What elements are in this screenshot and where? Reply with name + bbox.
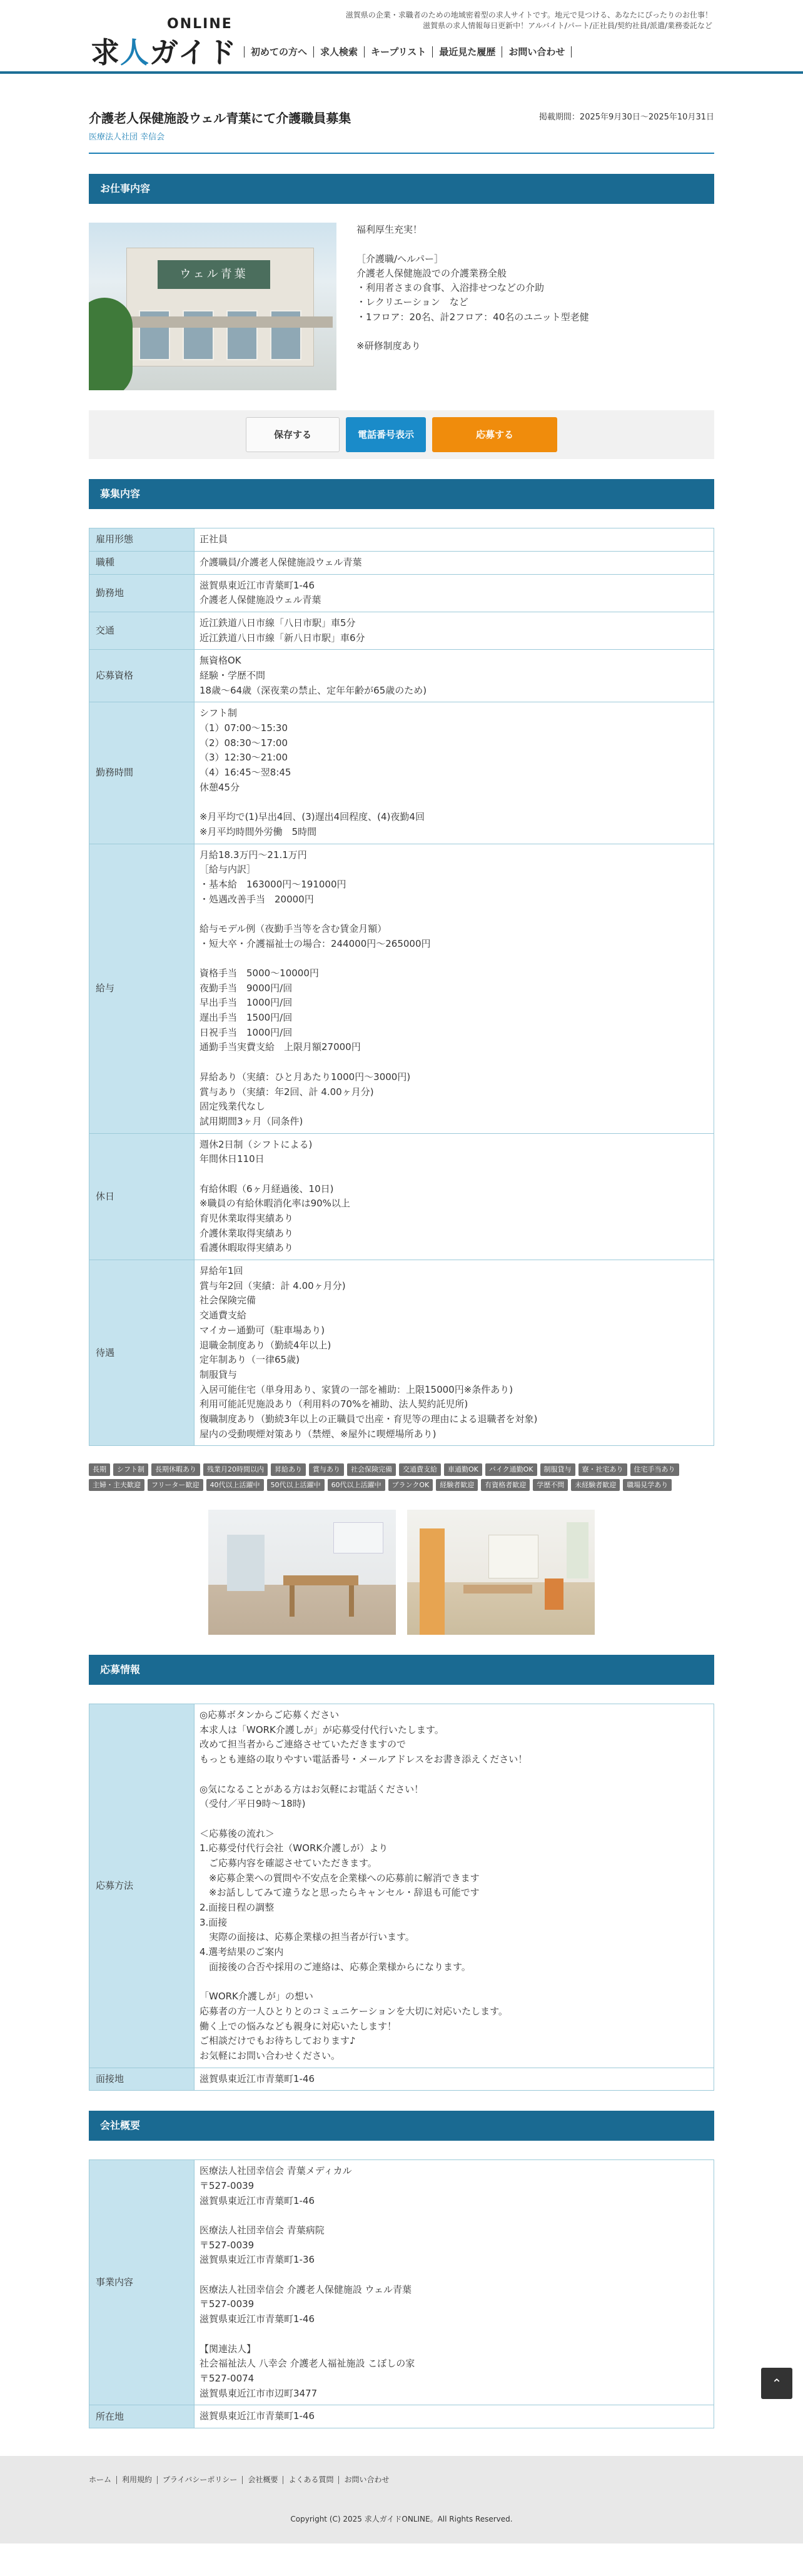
footer-link-company[interactable]: 会社概要 — [243, 2476, 283, 2484]
row-value: 近江鉄道八日市線「八日市駅」車5分 近江鉄道八日市線「新八日市駅」車6分 — [194, 612, 714, 649]
feature-tag: 職場見学あり — [623, 1479, 672, 1491]
logo-char-accent: 人 — [120, 36, 149, 69]
table-row — [89, 1260, 714, 1446]
feature-tag: 40代以上活躍中 — [206, 1479, 264, 1491]
table-row — [89, 702, 714, 844]
row-value: 滋賀県東近江市青葉町1-46 — [194, 2068, 714, 2091]
save-button[interactable]: 保存する — [246, 417, 340, 452]
table-row — [89, 2068, 714, 2091]
section-heading-work: お仕事内容 — [89, 174, 714, 204]
tagline-line-2: 滋賀県の求人情報毎日更新中！アルバイト/パート/正社員/契約社員/派遣/業務委託など — [423, 21, 712, 31]
site-footer — [0, 2456, 803, 2543]
photo-tree — [89, 298, 133, 390]
feature-tag: 60代以上活躍中 — [328, 1479, 385, 1491]
feature-tag: 車通勤OK — [444, 1463, 482, 1475]
row-value: 昇給年1回 賞与年2回（実績：計 4.00ヶ月分) 社会保険完備 交通費支給 マイカー通勤可（駐車場あり) 退職金制度あり（勤続4年以上) 定年制あり（一律65歳) 制服貸与 入居可能住宅（単身用あり、家賃の一部を補助：上限15000円※条件あり) 利用可能託児施設あり（利用料の70%を補助、法人契約託児所) 復職制度あり（勤続3年以上の正職員で出産・育児等の理由による退職者を対象) 屋内の受動喫煙対策あり（禁煙、※屋外に喫煙場所あり) — [194, 1260, 714, 1446]
photo-chair — [545, 1578, 563, 1610]
photo-window — [567, 1522, 588, 1578]
row-label: 交通 — [89, 612, 194, 649]
company-name-link[interactable]: 医療法人社団 幸信会 — [89, 131, 714, 154]
facility-photo — [89, 223, 336, 390]
feature-tags — [89, 1463, 714, 1491]
table-row — [89, 1133, 714, 1260]
global-nav — [244, 46, 572, 58]
row-value: ◎応募ボタンからご応募ください 本求人は「WORK介護しが」が応募受付代行いたします。 改めて担当者からご連絡させていただきますので もっとも連絡の取りやすい電話番号・メールアドレスをお書き添えください！ ◎気になることがある方はお気軽にお電話ください！ （受付／平日9時〜18時) ＜応募後の流れ＞ 1.応募受付代行会社（WORK介護しが）より ご応募内容を確認させていただきます。 ※応募企業への質問や不安点を企業様への応募前に解消できます ※お話ししてみて違うなと思ったらキャンセル・辞退も可能です 2.面接日程の調整 3.面接 実際の面接は、応募企業様の担当者が行います。 4.選考結果のご案内 面接後の合否や採用のご連絡は、応募企業様からになります。 「WORK介護しが」の想い 応募者の方一人ひとりとのコミュニケーションを大切に対応いたします。 働く上での悩みなども親身に対応いたします！ ご相談だけでもお待ちしております♪ お気軽にお問い合わせください。 — [194, 1704, 714, 2068]
work-content — [89, 223, 714, 390]
feature-tag: バイク通勤OK — [485, 1463, 537, 1475]
feature-tag: 制服貸与 — [540, 1463, 575, 1475]
feature-tag: 有資格者歓迎 — [481, 1479, 530, 1491]
photo-desk — [283, 1575, 358, 1585]
row-value: 医療法人社団幸信会 青葉メディカル 〒527-0039 滋賀県東近江市青葉町1-46 医療法人社団幸信会 青葉病院 〒527-0039 滋賀県東近江市青葉町1-36 医療法人社団幸信会 介護老人保健施設 ウェル青葉 〒527-0039 滋賀県東近江市青葉町1-46 【関連法人】 社会福祉法人 八幸会 介護老人福祉施設 こぼしの家 〒527-0074 滋賀県東近江市市辺町3477 — [194, 2160, 714, 2405]
nav-keep-list[interactable]: キープリスト — [365, 46, 433, 58]
table-row — [89, 528, 714, 552]
row-label: 事業内容 — [89, 2160, 194, 2405]
photo-awning — [108, 316, 333, 328]
feature-tag: 社会保険完備 — [347, 1463, 396, 1475]
feature-tag: ブランクOK — [388, 1479, 433, 1491]
row-value: 月給18.3万円〜21.1万円 ［給与内訳］ ・基本給 163000円〜191000円 ・処遇改善手当 20000円 給与モデル例（夜勤手当等を含む賃金月額） ・短大卒・介護福祉士の場合：244000円〜265000円 資格手当 5000〜10000円 夜勤手当 9000円/回 早出手当 1000円/回 遅出手当 1500円/回 日祝手当 1000円/回 通勤手当実費支給 上限月額27000円 昇給あり（実績：ひと月あたり1000円〜3000円) 賞与あり（実績：年2回、計 4.00ヶ月分) 固定残業代なし 試用期間3ヶ月（同条件) — [194, 844, 714, 1133]
nav-job-search[interactable]: 求人検索 — [314, 46, 365, 58]
row-label: 応募方法 — [89, 1704, 194, 2068]
job-title-row — [89, 109, 714, 131]
photo-door — [227, 1535, 265, 1591]
logo-online-text: ONLINE — [167, 16, 233, 32]
nav-recent-history[interactable]: 最近見た履歴 — [433, 46, 502, 58]
main-content — [89, 109, 714, 2428]
table-row — [89, 844, 714, 1133]
apply-table — [89, 1704, 714, 2091]
table-row — [89, 2160, 714, 2405]
feature-tag: 長期 — [89, 1463, 110, 1475]
row-label: 面接地 — [89, 2068, 194, 2091]
table-row — [89, 612, 714, 649]
feature-tag: 学歴不問 — [533, 1479, 568, 1491]
copyright: Copyright (C) 2025 求人ガイドONLINE。All Rights Reserved. — [290, 2514, 513, 2523]
row-value: 介護職員/介護老人保健施設ウェル青葉 — [194, 551, 714, 574]
site-logo[interactable] — [91, 16, 241, 69]
photo-desk-leg — [290, 1585, 295, 1617]
feature-tag: 50代以上活躍中 — [267, 1479, 325, 1491]
photo-desk-leg — [349, 1585, 354, 1617]
feature-tag: 寮・社宅あり — [578, 1463, 627, 1475]
tagline-line-1: 滋賀県の企業・求職者のための地域密着型の求人サイトです。地元で見つける、あなたにぴったりのお仕事！ — [345, 11, 712, 19]
company-table — [89, 2159, 714, 2428]
publish-period: 掲載期間：2025年9月30日〜2025年10月31日 — [538, 113, 714, 122]
row-label: 勤務時間 — [89, 702, 194, 844]
footer-link-privacy[interactable]: プライバシーポリシー — [158, 2476, 243, 2484]
row-label: 所在地 — [89, 2405, 194, 2428]
back-to-top-button[interactable] — [761, 2368, 792, 2399]
recruit-table — [89, 528, 714, 1446]
photo-sign: ウェル青葉 — [158, 260, 270, 289]
feature-tag: 主婦・主夫歓迎 — [89, 1479, 144, 1491]
table-row — [89, 1704, 714, 2068]
gallery-photo-2[interactable] — [407, 1510, 595, 1635]
row-value: 滋賀県東近江市青葉町1-46 介護老人保健施設ウェル青葉 — [194, 574, 714, 612]
gallery-photo-1[interactable] — [208, 1510, 396, 1635]
feature-tag: 長期休暇あり — [151, 1463, 200, 1475]
photo-table — [463, 1585, 532, 1594]
header-tagline — [275, 10, 712, 32]
feature-tag: 住宅手当あり — [630, 1463, 679, 1475]
section-heading-recruit: 募集内容 — [89, 479, 714, 509]
row-label: 職種 — [89, 551, 194, 574]
feature-tag: フリーター歓迎 — [148, 1479, 203, 1491]
facility-gallery — [89, 1510, 714, 1635]
row-label: 休日 — [89, 1133, 194, 1260]
feature-tag: 未経験者歓迎 — [571, 1479, 620, 1491]
row-value: 正社員 — [194, 528, 714, 552]
logo-main-text — [91, 30, 237, 71]
row-value: 無資格OK 経験・学歴不問 18歳〜64歳（深夜業の禁止、定年年齢が65歳のため) — [194, 650, 714, 702]
photo-cabinet — [333, 1522, 383, 1553]
logo-char-2: ガイド — [149, 36, 237, 69]
action-bar — [89, 410, 714, 459]
feature-tag: シフト制 — [113, 1463, 148, 1475]
row-label: 給与 — [89, 844, 194, 1133]
nav-first-time[interactable]: 初めての方へ — [244, 46, 314, 58]
footer-link-faq[interactable]: よくある質問 — [283, 2476, 339, 2484]
table-row — [89, 2405, 714, 2428]
photo-board — [488, 1535, 538, 1578]
table-row — [89, 574, 714, 612]
feature-tag: 経験者歓迎 — [436, 1479, 478, 1491]
section-heading-company: 会社概要 — [89, 2111, 714, 2141]
logo-char-1: 求 — [91, 36, 120, 69]
feature-tag: 昇給あり — [271, 1463, 306, 1475]
work-description: 福利厚生充実！ ［介護職/ヘルパー］ 介護老人保健施設での介護業務全般 ・利用者さまの食事、入浴排せつなどの介助 ・レクリエーション など ・1フロア：20名、計2フロア：40名のユニット型老健 ※研修制度あり — [356, 224, 589, 352]
feature-tag: 賞与あり — [309, 1463, 344, 1475]
table-row — [89, 650, 714, 702]
site-header — [0, 0, 803, 74]
footer-link-terms[interactable]: 利用規約 — [117, 2476, 158, 2484]
apply-button[interactable]: 応募する — [432, 417, 557, 452]
table-row — [89, 551, 714, 574]
show-phone-button[interactable]: 電話番号表示 — [346, 417, 426, 452]
section-heading-apply: 応募情報 — [89, 1655, 714, 1685]
feature-tag: 交通費支給 — [399, 1463, 441, 1475]
feature-tag: 残業月20時間以内 — [203, 1463, 268, 1475]
row-label: 応募資格 — [89, 650, 194, 702]
footer-link-contact[interactable]: お問い合わせ — [344, 2475, 390, 2484]
chevron-up-icon: ⌃ — [771, 2376, 782, 2391]
footer-links — [89, 2476, 394, 2484]
row-label: 雇用形態 — [89, 528, 194, 552]
row-value: 週休2日制（シフトによる) 年間休日110日 有給休暇（6ヶ月経過後、10日) ※職員の有給休暇消化率は90%以上 育児休業取得実績あり 介護休業取得実績あり 看護休暇取得実績あり — [194, 1133, 714, 1260]
job-title: 介護老人保健施設ウェル青葉にて介護職員募集 — [89, 111, 351, 126]
footer-link-home[interactable]: ホーム — [89, 2476, 117, 2484]
row-label: 勤務地 — [89, 574, 194, 612]
row-value: 滋賀県東近江市青葉町1-46 — [194, 2405, 714, 2428]
row-label: 待遇 — [89, 1260, 194, 1446]
row-value: シフト制 （1）07:00〜15:30 （2）08:30〜17:00 （3）12:30〜21:00 （4）16:45〜翌8:45 休憩45分 ※月平均で(1)早出4回、(3)遅出4回程度、(4)夜勤4回 ※月平均時間外労働 5時間 — [194, 702, 714, 844]
nav-contact[interactable]: お問い合わせ — [502, 46, 572, 58]
photo-pillar — [420, 1528, 445, 1635]
